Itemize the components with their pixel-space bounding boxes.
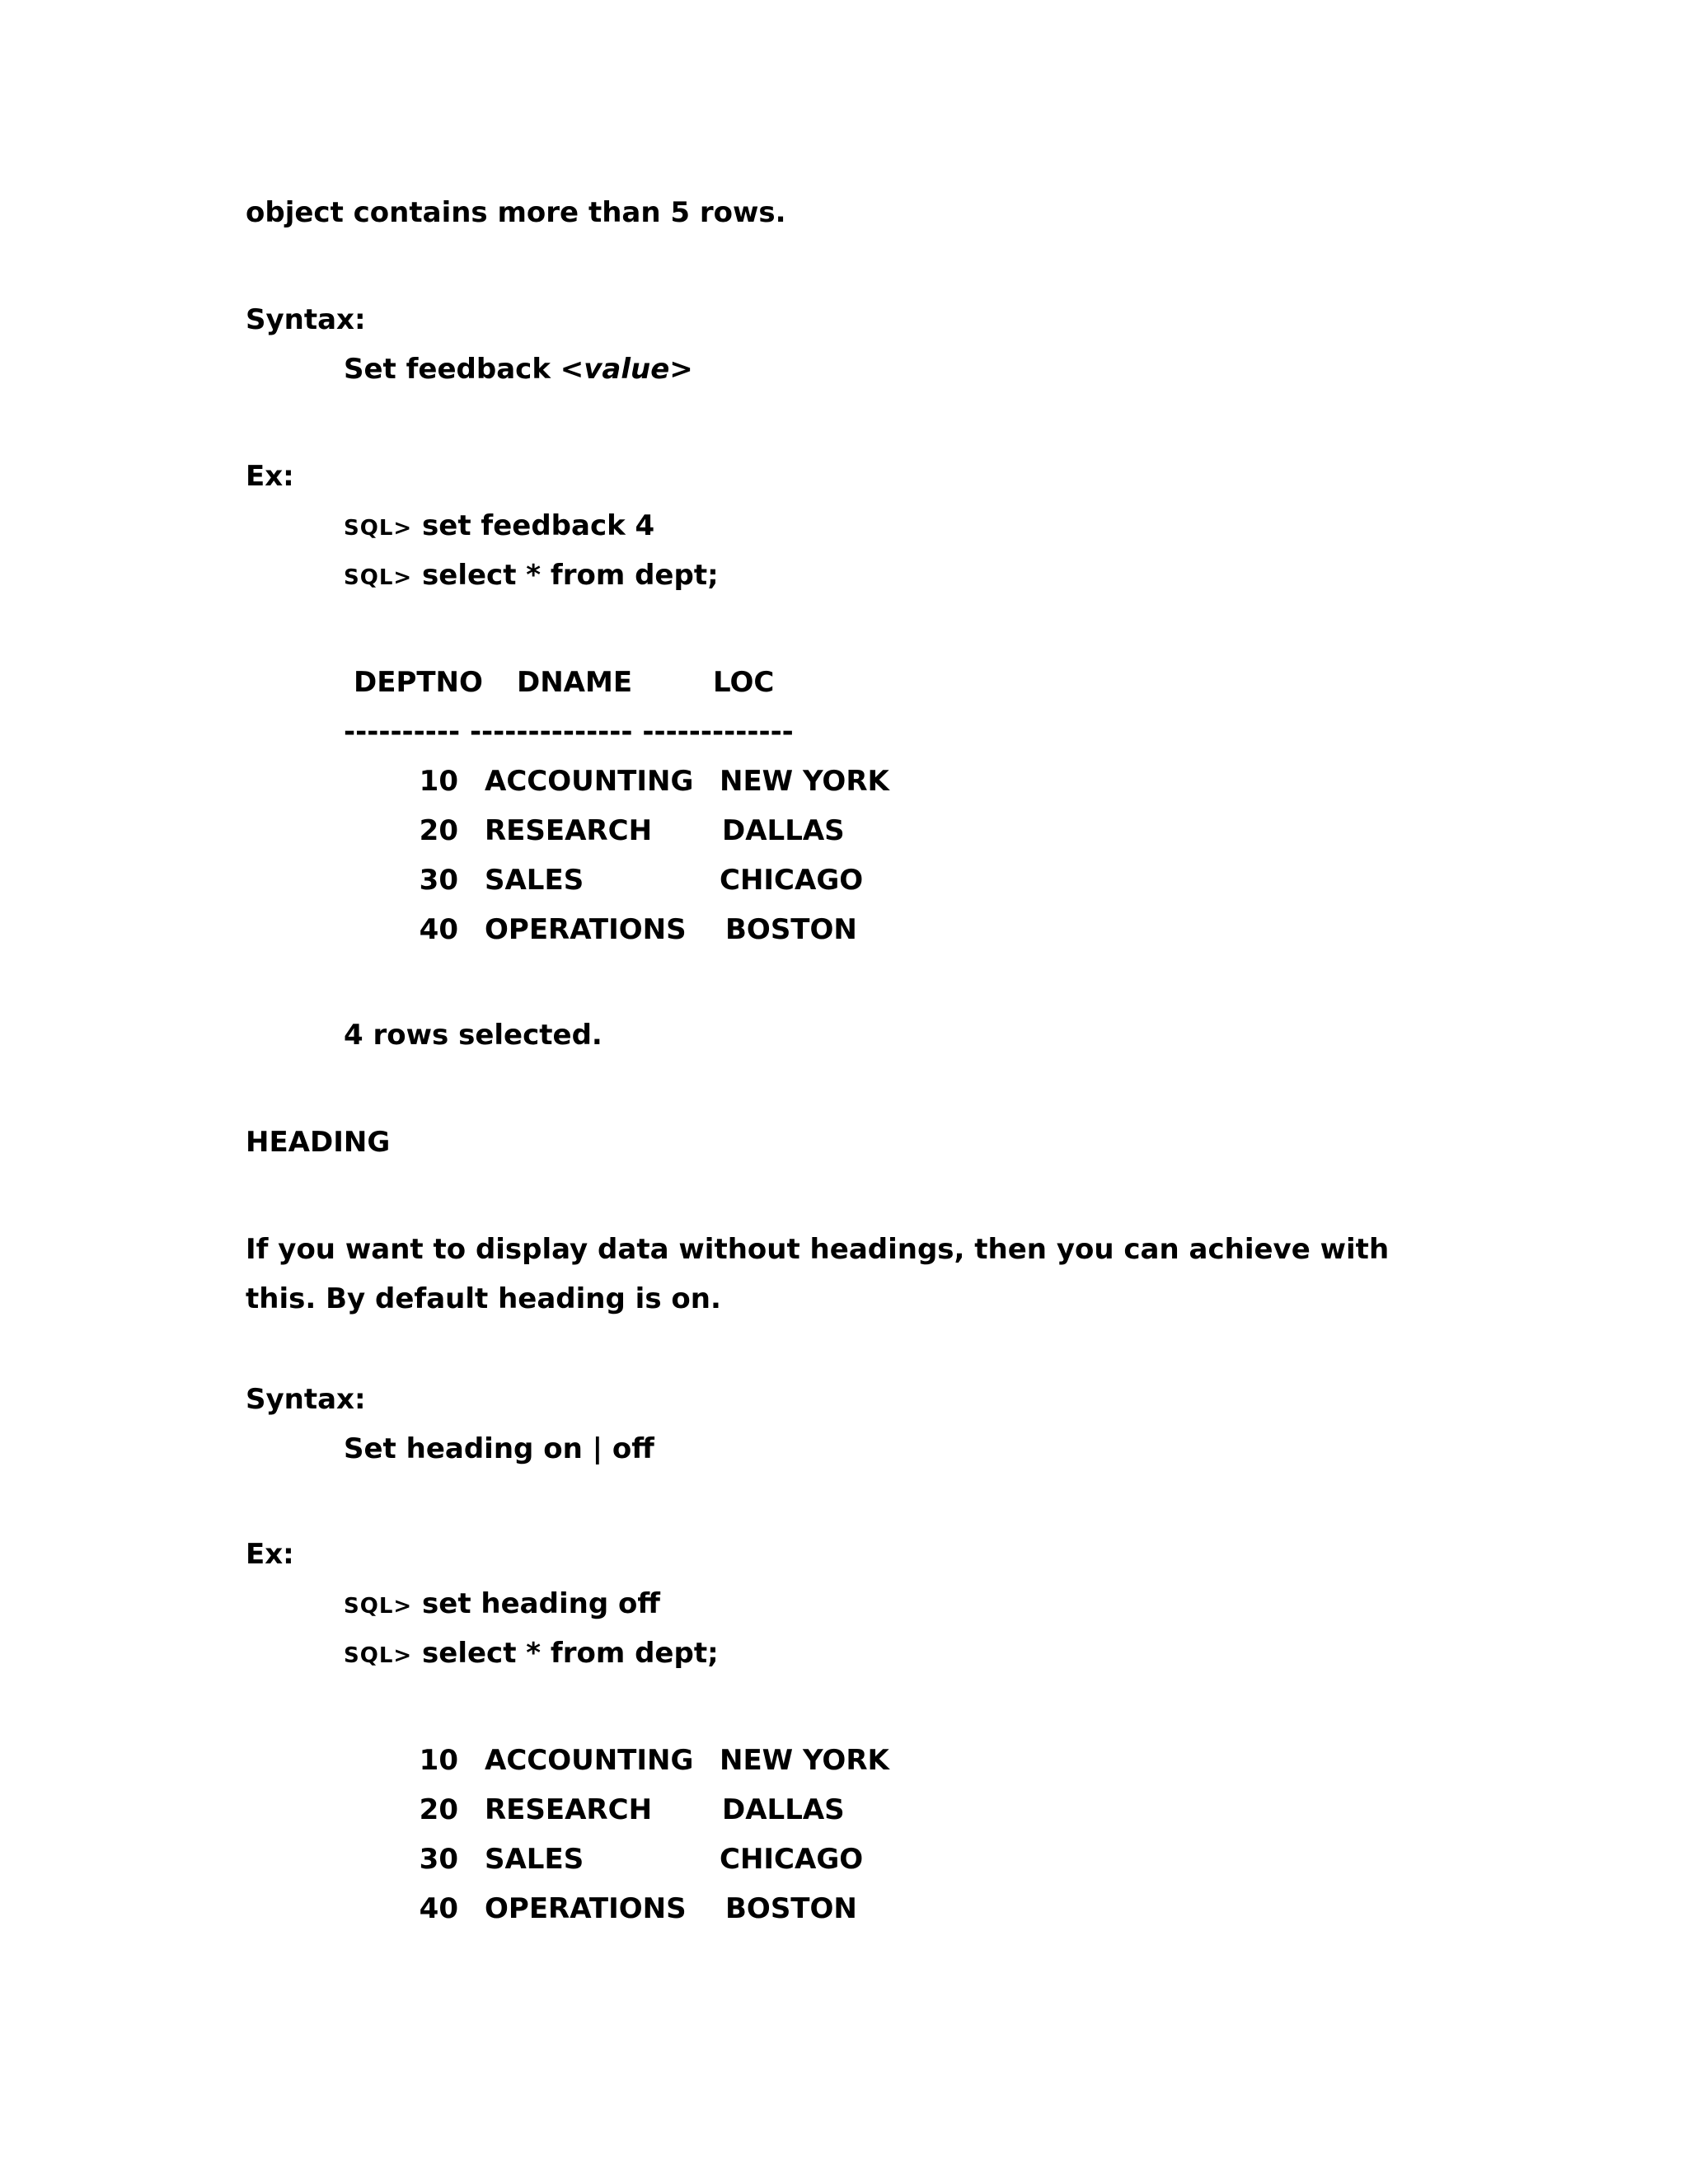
row-loc: CHICAGO <box>720 864 864 897</box>
heading-desc-line1: If you want to display data without headings, then you can achieve with <box>246 1233 1390 1266</box>
feedback-syntax-suffix: > <box>669 353 693 386</box>
row-dname: RESEARCH <box>485 814 653 847</box>
feedback-ex-label: Ex: <box>246 460 294 493</box>
row-loc: NEW YORK <box>720 765 889 798</box>
heading-cmd2: select * from dept; <box>422 1637 719 1670</box>
feedback-cmd2-line <box>344 559 719 594</box>
row-dname: SALES <box>485 864 584 897</box>
column-header-dname: DNAME <box>517 666 633 699</box>
row-deptno: 20 <box>419 1793 458 1826</box>
sql-prompt: SQL> <box>344 1643 413 1668</box>
sql-prompt: SQL> <box>344 1594 413 1619</box>
row-loc: DALLAS <box>722 814 845 847</box>
column-header-deptno: DEPTNO <box>354 666 483 699</box>
feedback-cmd2: select * from dept; <box>422 559 719 592</box>
row-loc: NEW YORK <box>720 1744 889 1777</box>
heading-syntax-label: Syntax: <box>246 1383 366 1416</box>
heading-cmd1: set heading off <box>422 1587 660 1620</box>
row-deptno: 30 <box>419 1843 458 1876</box>
column-header-loc: LOC <box>713 666 775 699</box>
feedback-result-text: 4 rows selected. <box>344 1019 603 1052</box>
row-deptno: 10 <box>419 1744 458 1777</box>
feedback-syntax-label: Syntax: <box>246 303 366 336</box>
heading-cmd2-line <box>344 1637 719 1672</box>
row-deptno: 40 <box>419 1892 458 1925</box>
feedback-syntax <box>344 353 693 386</box>
heading-desc-line2: this. By default heading is on. <box>246 1282 721 1315</box>
row-loc: BOSTON <box>725 1892 857 1925</box>
heading-cmd1-line <box>344 1587 660 1623</box>
column-separator: ---------- -------------- ------------- <box>344 715 794 748</box>
intro-text: object contains more than 5 rows. <box>246 196 786 229</box>
row-dname: SALES <box>485 1843 584 1876</box>
row-dname: ACCOUNTING <box>485 1744 694 1777</box>
sql-prompt: SQL> <box>344 516 413 541</box>
row-loc: CHICAGO <box>720 1843 864 1876</box>
heading-ex-label: Ex: <box>246 1538 294 1571</box>
row-loc: BOSTON <box>725 913 857 946</box>
sql-prompt: SQL> <box>344 565 413 590</box>
feedback-cmd1-line <box>344 509 654 545</box>
row-dname: OPERATIONS <box>485 913 687 946</box>
row-deptno: 40 <box>419 913 458 946</box>
feedback-cmd1: set feedback 4 <box>422 509 655 542</box>
feedback-syntax-prefix: Set feedback < <box>344 353 584 386</box>
section-title-heading: HEADING <box>246 1126 391 1159</box>
heading-syntax: Set heading on | off <box>344 1432 654 1465</box>
row-deptno: 20 <box>419 814 458 847</box>
row-dname: RESEARCH <box>485 1793 653 1826</box>
feedback-syntax-arg: value <box>584 353 670 386</box>
row-loc: DALLAS <box>722 1793 845 1826</box>
row-dname: ACCOUNTING <box>485 765 694 798</box>
row-dname: OPERATIONS <box>485 1892 687 1925</box>
row-deptno: 10 <box>419 765 458 798</box>
row-deptno: 30 <box>419 864 458 897</box>
